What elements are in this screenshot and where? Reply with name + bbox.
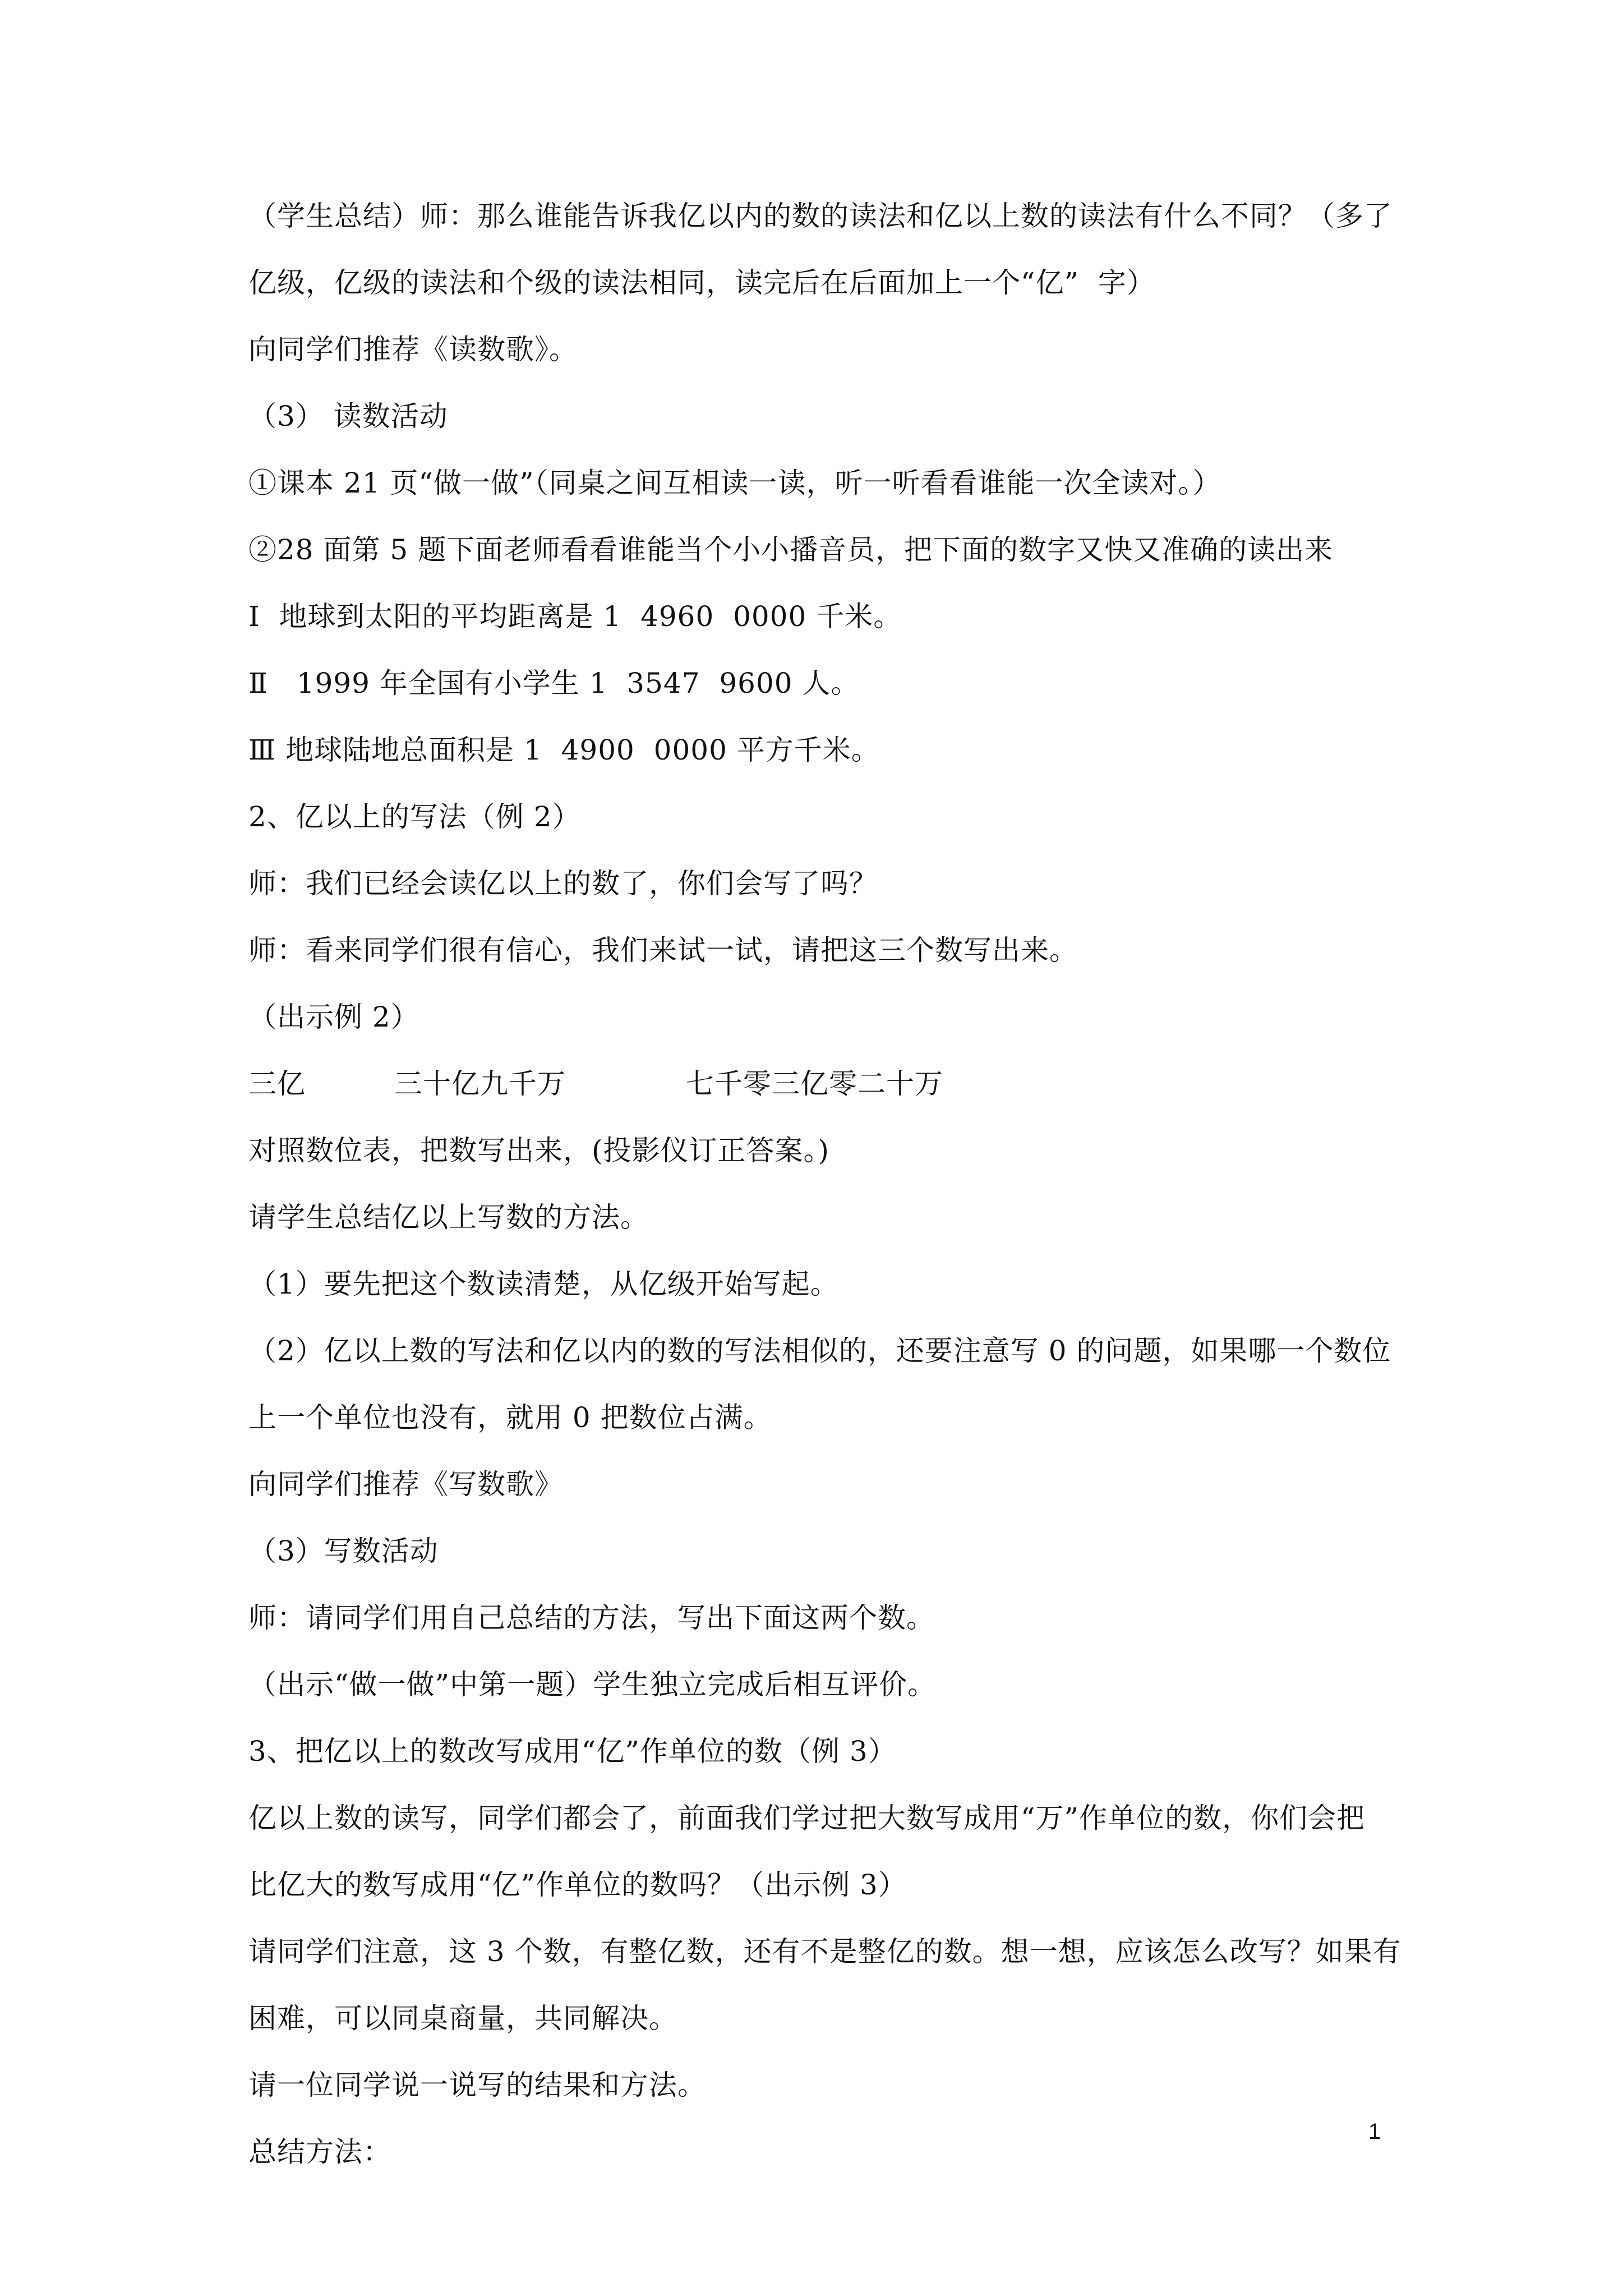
- text-line: （出示例 2）: [248, 1001, 419, 1033]
- document-body: [248, 199, 1401, 2202]
- text-line: 亿级，亿级的读法和个级的读法相同，读完后在后面加上一个“亿” 字）: [248, 266, 1155, 299]
- text-line: 对照数位表，把数写出来，(投影仪订正答案。): [248, 1134, 830, 1167]
- text-line: （2）亿以上数的写法和亿以内的数的写法相似的，还要注意写 0 的问题，如果哪一个数位: [248, 1335, 1391, 1367]
- example-item: 七千零三亿零二十万: [686, 1068, 943, 1100]
- example-2-row: [248, 1067, 1387, 1101]
- text-line: （3） 读数活动: [248, 400, 448, 432]
- text-line: 比亿大的数写成用“亿”作单位的数吗？（出示例 3）: [248, 1869, 907, 1901]
- text-line: 3、把亿以上的数改写成用“亿”作单位的数（例 3）: [248, 1735, 897, 1768]
- text-line: 向同学们推荐《写数歌》: [248, 1468, 563, 1501]
- text-line: ②28 面第 5 题下面老师看看谁能当个小小播音员，把下面的数字又快又准确的读出来: [248, 533, 1334, 566]
- text-line: （3）写数活动: [248, 1535, 439, 1567]
- text-line: （1）要先把这个数读清楚，从亿级开始写起。: [248, 1268, 839, 1300]
- text-line: （出示“做一做”中第一题）学生独立完成后相互评价。: [248, 1668, 937, 1701]
- text-line: 向同学们推荐《读数歌》。: [248, 333, 578, 366]
- example-item: 三十亿九千万: [394, 1068, 566, 1100]
- text-line: 请学生总结亿以上写数的方法。: [248, 1201, 649, 1234]
- example-item: 三亿: [248, 1068, 306, 1100]
- text-line: Ⅰ 地球到太阳的平均距离是 1 4960 0000 千米。: [248, 600, 902, 633]
- text-line: 2、亿以上的写法（例 2）: [248, 800, 581, 833]
- text-line: 亿以上数的读写，同学们都会了，前面我们学过把大数写成用“万”作单位的数，你们会把: [248, 1802, 1366, 1834]
- text-line: 请一位同学说一说写的结果和方法。: [248, 2069, 706, 2101]
- text-line: 总结方法：: [248, 2136, 391, 2168]
- text-line: 师：请同学们用自己总结的方法，写出下面这两个数。: [248, 1602, 935, 1634]
- text-line: Ⅲ 地球陆地总面积是 1 4900 0000 平方千米。: [248, 734, 880, 766]
- text-line: ①课本 21 页“做一做”（同桌之间互相读一读，听一听看看谁能一次全读对。）: [248, 467, 1221, 499]
- text-line: （学生总结）师：那么谁能告诉我亿以内的数的读法和亿以上数的读法有什么不同？（多了: [248, 200, 1393, 232]
- text-line: 困难，可以同桌商量，共同解决。: [248, 2002, 677, 2035]
- text-line: 师：我们已经会读亿以上的数了，你们会写了吗？: [248, 867, 878, 900]
- text-line: 上一个单位也没有，就用 0 把数位占满。: [248, 1401, 772, 1434]
- text-line: 请同学们注意，这 3 个数，有整亿数，还有不是整亿的数。想一想，应该怎么改写？如果有: [248, 1935, 1401, 1968]
- page-number: 1: [1368, 2119, 1381, 2144]
- text-line: Ⅱ 1999 年全国有小学生 1 3547 9600 人。: [248, 667, 860, 700]
- text-line: 师：看来同学们很有信心，我们来试一试，请把这三个数写出来。: [248, 934, 1078, 967]
